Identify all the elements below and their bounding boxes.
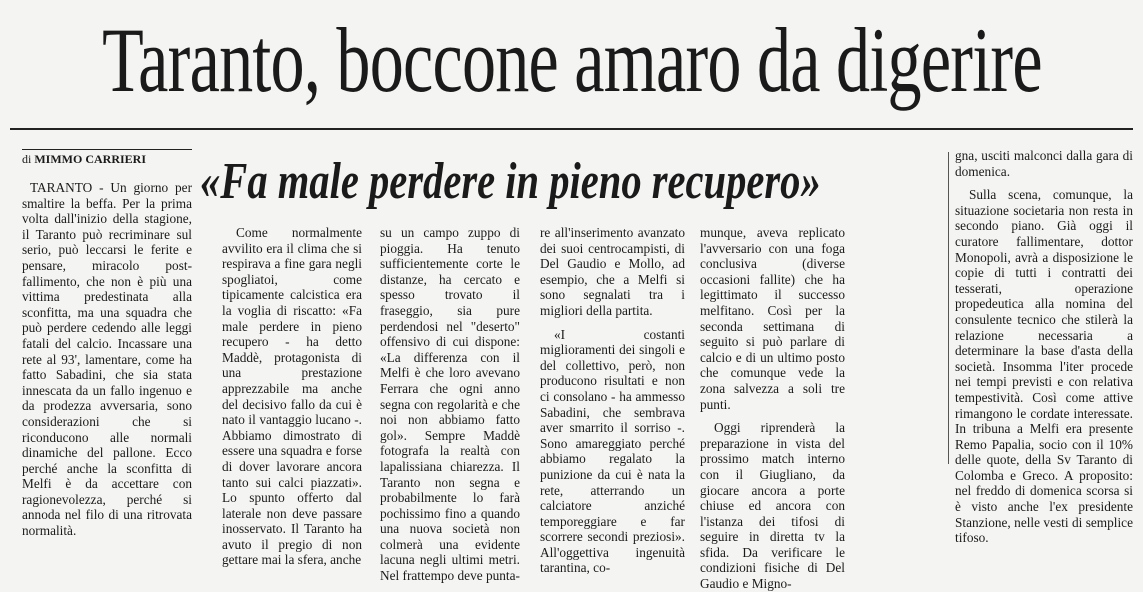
byline-author: MIMMO CARRIERI bbox=[34, 152, 146, 166]
article-column-5 bbox=[700, 225, 845, 592]
article-column-4 bbox=[540, 225, 685, 576]
headline-text: Taranto, boccone amaro da digerire bbox=[101, 9, 1042, 111]
article-column-1 bbox=[22, 180, 192, 539]
headline-rule bbox=[10, 128, 1133, 130]
paragraph: Oggi riprenderà la preparazione in vista del prossimo match interno con il Giugliano, da giocare ancora a porte chiuse ed ancora con l'istanza dei tifosi di seguire in diretta tv la sfida. Da verificare le condizioni fisiche di Del Gaudio e Migno- bbox=[700, 420, 845, 592]
subhead: «Fa male perdere in pieno recupero» bbox=[200, 153, 821, 210]
paragraph: gna, usciti malconci dalla gara di domenica. bbox=[955, 148, 1133, 179]
article-column-3 bbox=[380, 225, 520, 584]
headline bbox=[0, 0, 1143, 120]
paragraph: TARANTO - Un giorno per smaltire la beffa. Per la prima volta dall'inizio della stagione, il Taranto può recriminare sul serio, può leccarsi le ferite e pensare, miracolo post-fallimento, che non è più una vittima predestinata alla sconfitta, ma una squadra che può perdere cedendo alle leggi fatali del calcio. Incassare una rete al 93', lamentare, come ha fatto Sabadini, che sia stata innescata da un fallo ingenuo e da prodezza avversaria, sono considerazioni che si riconducono alle normali dinamiche del pallone. Ecco perché anche la sconfitta di Melfi è da accettare con ragionevolezza, perché si annoda nel filo di una ritrovata normalità. bbox=[22, 180, 192, 539]
paragraph: «I costanti miglioramenti dei singoli e del collettivo, però, non producono risultati e non ci consolano - ha ammesso Sabadini, che sembrava aver smarrito il sorriso -. Sono amareggiato perché abbiamo regalato la punizione da cui è nata la rete, atterrando un calciatore anziché temporeggiare e far scorrere secondi preziosi». All'oggettiva ingenuità tarantina, co- bbox=[540, 326, 685, 576]
paragraph: su un campo zuppo di pioggia. Ha tenuto sufficientemente corte le distanze, ha cercato e spesso trovato il fraseggio, sia pure perdendosi nel "deserto" offensivo di cui dispone: «La differenza con il Melfi è che loro avevano Ferrara che ogni anno segna con regolarità e che noi non abbiamo fatto gol». Sempre Maddè fotografa la realtà con lapalissiana chiarezza. Il Taranto non segna e probabilmente lo farà pochissimo fino a quando una nuova società non colmerà una evidente lacuna negli ultimi metri. Nel frattempo deve punta- bbox=[380, 225, 520, 584]
byline bbox=[22, 149, 192, 167]
article-column-6 bbox=[955, 148, 1133, 546]
paragraph: re all'inserimento avanzato dei suoi centrocampisti, di Del Gaudio e Mollo, ad esempio, che a Melfi si sono segnalati tra i migliori della partita. bbox=[540, 225, 685, 318]
paragraph: Come normalmente avvilito era il clima che si respirava a fine gara negli spogliatoi, come tipicamente calcistica era la voglia di riscatto: «Fa male perdere in pieno recupero - ha detto Maddè, protagonista di una prestazione apprezzabile ma anche del decisivo fallo da cui è nato il vantaggio lucano -. Abbiamo dimostrato di essere una squadra e forse di dover lavorare ancora tanto sui calci piazzati». Lo spunto offerto dal laterale non deve passare inosservato. Il Taranto ha avuto il pregio di non gettare mai la sfera, anche bbox=[222, 225, 362, 568]
paragraph: munque, aveva replicato l'avversario con una foga conclusiva (diverse occasioni fallite) che ha legittimato il successo melfitano. Così per la seconda settimana di seguito si può parlare di calcio e di un ultimo posto che comunque vede la zona salvezza a soli tre punti. bbox=[700, 225, 845, 412]
byline-prefix: di bbox=[22, 152, 32, 166]
paragraph: Sulla scena, comunque, la situazione societaria non resta in secondo piano. Già oggi il curatore fallimentare, dottor Monopoli, avrà a disposizione le copie di tutti i contratti dei tesserati, operazione propedeutica alla nomina del consulente tecnico che stilerà la relazione necessaria a determinare la base d'asta della società. Insomma l'iter procede nei tempi previsti e con relativa tempestività. Così come attive rimangono le cordate interessate. In tribuna a Melfi era presente Remo Papalia, socio con il 10% delle quote, della Sv Taranto di Colomba e Greco. A proposito: nel freddo di domenica scorsa si è visto anche l'ex presidente Stanzione, nelle vesti di semplice tifoso. bbox=[955, 187, 1133, 546]
column-divider bbox=[948, 152, 949, 464]
article-column-2 bbox=[222, 225, 362, 568]
